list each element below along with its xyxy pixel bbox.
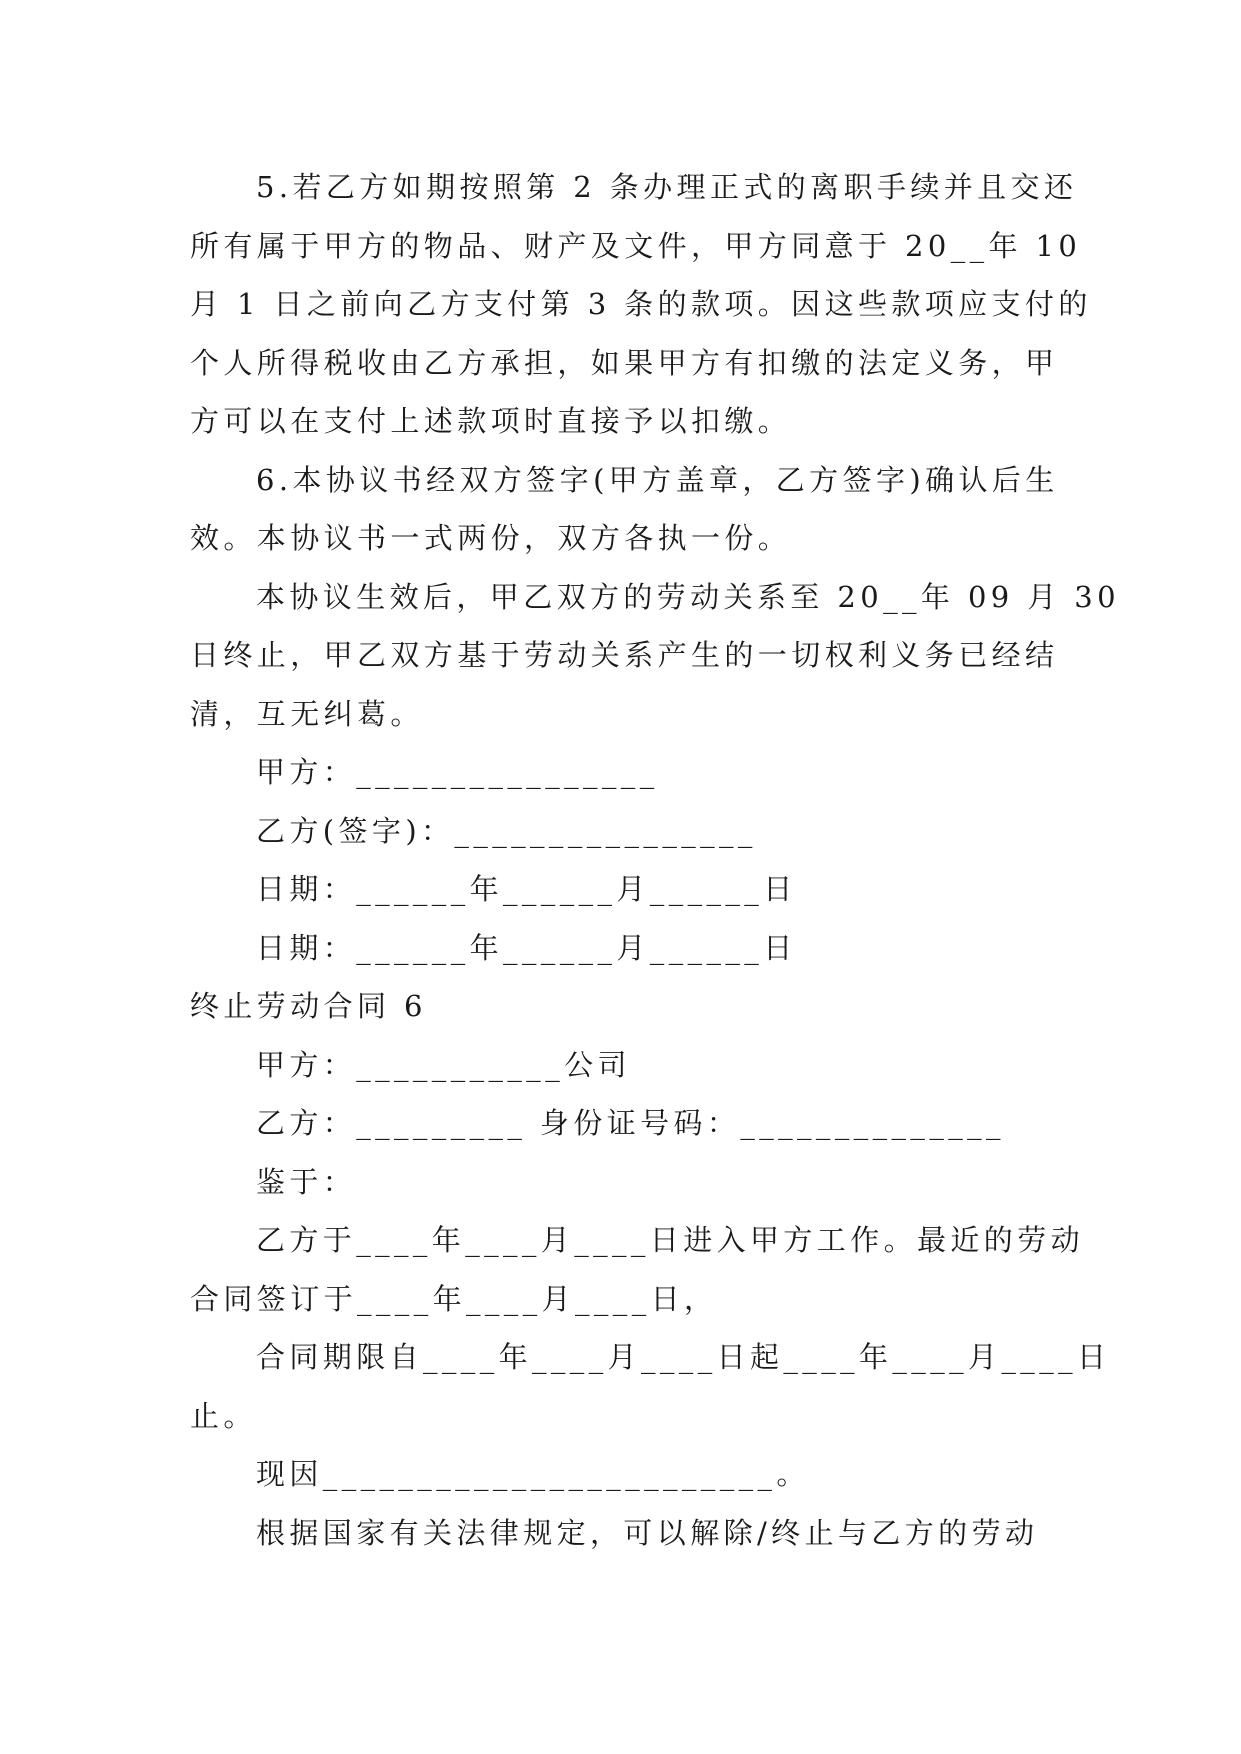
- text-line: 乙方(签字)：________________: [256, 813, 757, 848]
- text-line: 止。: [190, 1398, 257, 1433]
- text-line: 现因________________________。: [256, 1457, 810, 1491]
- text-line: 所有属于甲方的物品、财产及文件，甲方同意于 20__年 10: [190, 228, 1082, 263]
- text-line: 合同期限自____年____月____日起____年____月____日: [256, 1340, 1111, 1374]
- text-line: 终止劳动合同 6: [190, 989, 427, 1023]
- text-line: 清，互无纠葛。: [190, 696, 424, 731]
- text-line: 5.若乙方如期按照第 2 条办理正式的离职手续并且交还: [256, 170, 1078, 204]
- text-line: 乙方：_________ 身份证号码：______________: [256, 1106, 1005, 1140]
- text-line: 个人所得税收由乙方承担，如果甲方有扣缴的法定义务，甲: [190, 345, 1059, 380]
- text-line: 方可以在支付上述款项时直接予以扣缴。: [190, 404, 792, 438]
- text-line: 月 1 日之前向乙方支付第 3 条的款项。因这些款项应支付的: [190, 287, 1092, 321]
- text-line: 合同签订于____年____月____日，: [190, 1281, 718, 1316]
- text-line: 效。本协议书一式两份，双方各执一份。: [190, 521, 792, 555]
- text-line: 日期：______年______月______日: [256, 930, 797, 965]
- text-line: 甲方：________________: [256, 755, 659, 789]
- text-line: 日终止，甲乙双方基于劳动关系产生的一切权利义务已经结: [190, 638, 1059, 672]
- text-line: 根据国家有关法律规定，可以解除/终止与乙方的劳动: [256, 1515, 1039, 1550]
- text-line: 鉴于：: [256, 1164, 357, 1199]
- text-line: 甲方：___________公司: [256, 1047, 631, 1082]
- text-line: 乙方于____年____月____日进入甲方工作。最近的劳动: [256, 1223, 1085, 1257]
- text-line: 日期：______年______月______日: [256, 872, 797, 906]
- document-body: [190, 158, 1120, 1562]
- text-line: 6.本协议书经双方签字(甲方盖章，乙方签字)确认后生: [256, 462, 1059, 497]
- text-line: 本协议生效后，甲乙双方的劳动关系至 20__年 09 月 30: [256, 579, 1120, 614]
